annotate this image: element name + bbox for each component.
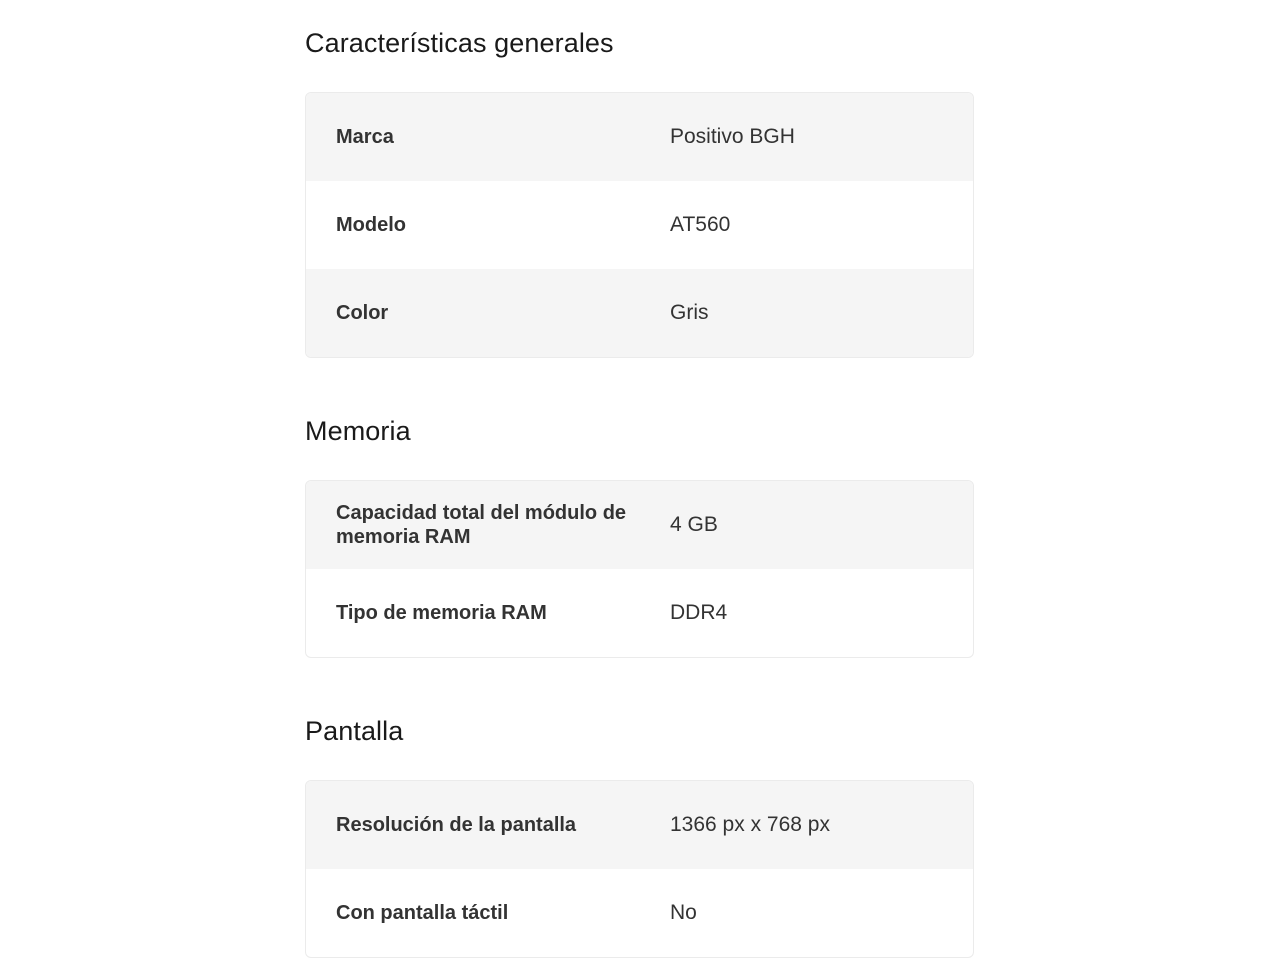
spec-row <box>306 569 973 657</box>
section-title: Características generales <box>305 28 614 58</box>
section-memory <box>305 416 974 624</box>
spec-value: 4 GB <box>670 513 718 536</box>
spec-row <box>306 781 973 869</box>
spec-row <box>306 181 973 269</box>
spec-row <box>306 93 973 181</box>
spec-value: AT560 <box>670 213 731 236</box>
spec-value: Positivo BGH <box>670 125 795 148</box>
spec-label: Resolución de la pantalla <box>336 814 577 836</box>
spec-value: No <box>670 901 697 924</box>
spec-row <box>306 869 973 957</box>
spec-label: Con pantalla táctil <box>336 902 509 924</box>
spec-row <box>306 269 973 357</box>
section-display <box>305 716 974 924</box>
spec-table <box>305 780 974 958</box>
spec-value: DDR4 <box>670 601 728 624</box>
spec-label: Marca <box>336 126 394 148</box>
spec-value: 1366 px x 768 px <box>670 813 830 836</box>
section-general <box>305 28 974 324</box>
spec-label: Capacidad total del módulo de memoria RAM <box>336 502 627 548</box>
section-title: Memoria <box>305 416 411 446</box>
section-title: Pantalla <box>305 716 404 746</box>
spec-value: Gris <box>670 301 709 324</box>
spec-label: Tipo de memoria RAM <box>336 602 547 624</box>
spec-row <box>306 481 973 569</box>
spec-table <box>305 480 974 658</box>
spec-table <box>305 92 974 358</box>
spec-label: Color <box>336 302 389 324</box>
spec-label: Modelo <box>336 214 406 236</box>
